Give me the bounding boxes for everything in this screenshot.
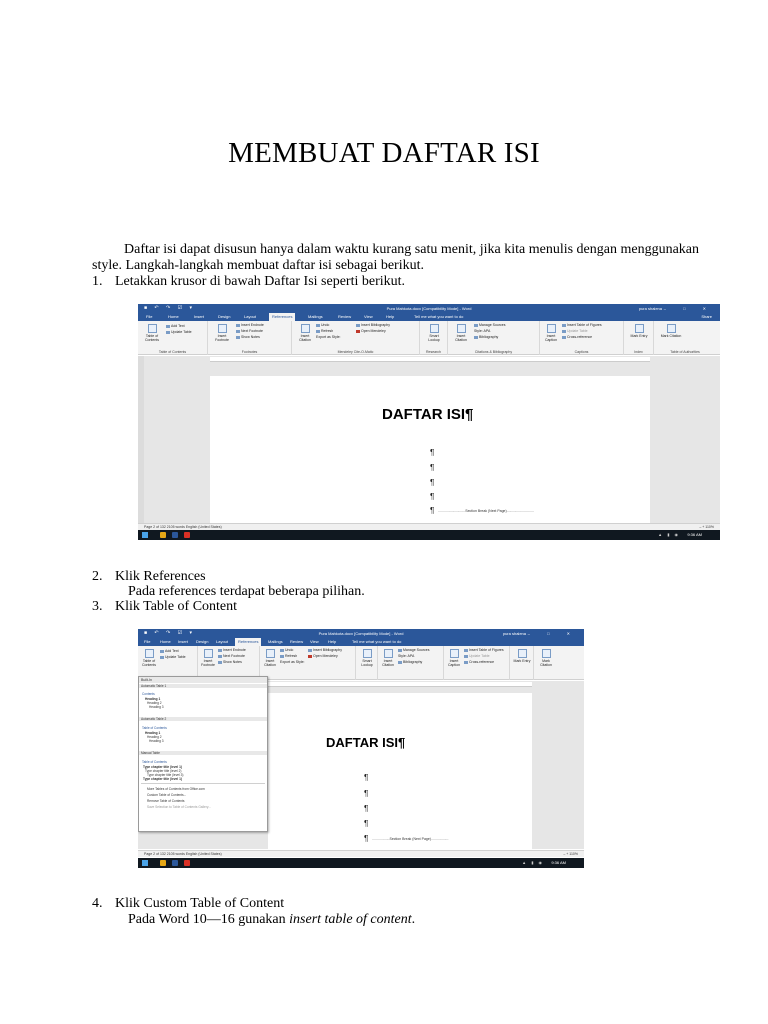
- insert-caption-button: Insert Caption: [542, 324, 560, 342]
- more-toc-item[interactable]: More Tables of Contents from Office.com: [147, 787, 205, 791]
- quick-access-toolbar: ■ ↶ ↷ ☑ ▾: [144, 630, 195, 636]
- mendeley-bibliography: Insert Bibliography: [308, 648, 342, 653]
- menu-separator: [141, 783, 265, 784]
- group-label-mendeley: Mendeley Cite-O-Matic: [337, 350, 374, 354]
- zoom-level: – + 110%: [699, 525, 714, 529]
- add-text: Add Text: [160, 649, 179, 654]
- show-notes: Show Notes: [218, 660, 242, 665]
- citation-icon: [384, 649, 393, 658]
- word-app-icon: [172, 860, 178, 866]
- ribbon-tabs: [138, 638, 584, 646]
- tab-layout: Layout: [216, 639, 229, 644]
- mendeley-undo: Undo: [316, 323, 329, 328]
- user-name: pura shalena: [638, 306, 662, 311]
- user-name: pura shalena: [502, 631, 526, 636]
- next-footnote: Next Footnote: [236, 329, 263, 334]
- citation-style: Style: APA: [474, 329, 491, 333]
- pilcrow-1: ¶: [364, 773, 369, 782]
- tab-design: Design: [196, 639, 209, 644]
- manual-ch3: Type chapter title (level 3): [147, 773, 184, 777]
- search-icon: [363, 649, 372, 658]
- group-index: [510, 646, 534, 680]
- windows-start-icon: [142, 532, 148, 538]
- group-label-captions: Captions: [574, 350, 589, 354]
- open-mendeley: Open Mendeley: [356, 329, 386, 334]
- quick-access-toolbar: ■ ↶ ↷ ☑ ▾: [144, 305, 195, 311]
- document-area: [138, 356, 720, 524]
- citation-icon: [301, 324, 310, 333]
- tab-view: View: [364, 314, 373, 319]
- toc-icon: [148, 324, 157, 333]
- toc-button: Table of Contents: [142, 324, 162, 342]
- pilcrow-5: ¶: [430, 506, 435, 515]
- window-controls: – □ ✕: [527, 631, 578, 636]
- insert-footnote-button: Insert Footnote: [212, 324, 232, 342]
- zoom-level: – + 110%: [563, 852, 578, 856]
- tell-me-box: Tell me what you want to do: [414, 314, 464, 319]
- tab-help: Help: [386, 314, 395, 319]
- next-footnote: Next Footnote: [218, 654, 245, 659]
- tab-mailings: Mailings: [268, 639, 283, 644]
- toc-option-automatic-2-heading[interactable]: Table of Contents: [142, 726, 167, 730]
- tab-references: References: [235, 638, 261, 646]
- group-captions: [540, 321, 624, 355]
- citation-icon: [266, 649, 275, 658]
- smart-lookup-button: Smart Lookup: [358, 649, 376, 667]
- manage-sources: Manage Sources: [398, 648, 429, 653]
- tab-references: References: [269, 313, 295, 321]
- add-text: Add Text: [166, 324, 185, 329]
- pilcrow-3: ¶: [364, 804, 369, 813]
- step-1-text: Letakkan krusor di bawah Daftar Isi seperti berikut.: [115, 274, 406, 289]
- status-left: Page 2 of 132 2105 words English (United States): [144, 525, 222, 529]
- step-4-sub: [128, 912, 415, 928]
- windows-start-icon: [142, 860, 148, 866]
- group-footnotes: [198, 646, 260, 680]
- ribbon: [138, 646, 584, 680]
- manage-sources: Manage Sources: [474, 323, 505, 328]
- update-table: Update Table: [166, 330, 192, 335]
- intro-line-1: Daftar isi dapat disusun hanya dalam waktu kurang satu menit, jika kita menulis dengan menggunakan: [124, 242, 700, 257]
- file-explorer-icon: [160, 532, 166, 538]
- step-2-sub: Pada references terdapat beberapa pilihan.: [128, 584, 365, 599]
- group-label-research: Research: [426, 350, 441, 354]
- toc-option-automatic-1-heading[interactable]: Contents: [142, 692, 155, 696]
- caption-icon: [547, 324, 556, 333]
- group-toc: [138, 646, 198, 680]
- group-label-toc: Table of Contents: [158, 350, 187, 354]
- group-footnotes: [208, 321, 292, 355]
- mendeley-refresh: Refresh: [280, 654, 297, 659]
- word-screenshot-1: [138, 304, 720, 540]
- tab-review: Review: [338, 314, 352, 319]
- manual-ch2: Type chapter title (level 2): [145, 769, 182, 773]
- auto2-heading3: Heading 3: [149, 739, 164, 743]
- taskbar-clock: 9:36 AM: [551, 860, 566, 865]
- open-mendeley: Open Mendeley: [308, 654, 338, 659]
- pilcrow-4: ¶: [430, 492, 435, 501]
- group-label-authorities: Table of Authorities: [670, 350, 700, 354]
- toc-option-manual-heading[interactable]: Table of Contents: [142, 760, 167, 764]
- auto2-heading2: Heading 2: [147, 735, 162, 739]
- system-tray: ▲ ▮ ◉: [522, 860, 544, 865]
- step-4-sub-prefix: Pada Word 10—16 gunakan: [128, 912, 290, 927]
- mendeley-insert-citation: Insert Citation: [262, 649, 278, 667]
- horizontal-ruler: [268, 682, 532, 687]
- page-heading: DAFTAR ISI¶: [382, 406, 474, 423]
- tab-insert: Insert: [178, 639, 189, 644]
- insert-caption-button: Insert Caption: [446, 649, 462, 667]
- group-index: [624, 321, 654, 355]
- mendeley-insert-citation: Insert Citation: [296, 324, 314, 342]
- group-captions: [444, 646, 510, 680]
- captions-update-table: Update Table: [562, 329, 588, 334]
- word-titlebar: [138, 304, 720, 313]
- automatic-table-1-label: Automatic Table 1: [139, 684, 267, 688]
- insert-endnote: Insert Endnote: [236, 323, 264, 328]
- mendeley-export: Export as Style:: [316, 335, 341, 339]
- tab-mailings: Mailings: [308, 314, 323, 319]
- ribbon: [138, 321, 720, 355]
- group-label-index: Index: [634, 350, 643, 354]
- status-bar: [138, 850, 584, 857]
- mendeley-export: Export as Style:: [280, 660, 305, 664]
- step-1-number: 1.: [92, 274, 103, 289]
- pilcrow-3: ¶: [430, 478, 435, 487]
- mark-citation-icon: [667, 324, 676, 333]
- toc-dropdown-menu[interactable]: [138, 676, 268, 832]
- pilcrow-2: ¶: [364, 789, 369, 798]
- group-research: [420, 321, 448, 355]
- caption-icon: [450, 649, 459, 658]
- insert-citation-button: Insert Citation: [452, 324, 470, 342]
- file-explorer-icon: [160, 860, 166, 866]
- group-authorities: [534, 646, 582, 680]
- step-3-text: Klik Table of Content: [115, 599, 238, 614]
- window-controls: – □ ✕: [663, 306, 714, 311]
- intro-line-2: style. Langkah-langkah membuat daftar isi sebagai berikut.: [92, 258, 425, 273]
- bibliography: Bibliography: [398, 660, 422, 665]
- manual-table-label: Manual Table: [139, 751, 267, 755]
- mark-citation-button: Mark Citation: [536, 649, 556, 667]
- group-mendeley: [292, 321, 420, 355]
- cross-reference: Cross-reference: [562, 335, 592, 340]
- cross-reference: Cross-reference: [464, 660, 494, 665]
- show-notes: Show Notes: [236, 335, 260, 340]
- taskbar-clock: 9:36 AM: [687, 532, 702, 537]
- remove-toc-item[interactable]: Remove Table of Contents: [147, 799, 185, 803]
- manual-ch1-b: Type chapter title (level 1): [143, 777, 182, 781]
- browser-icon: [184, 860, 190, 866]
- built-in-header: Built-In: [139, 677, 267, 683]
- group-citations: [378, 646, 444, 680]
- document-page: [210, 376, 650, 524]
- windows-taskbar: [138, 858, 584, 868]
- share-button: Share: [701, 314, 712, 319]
- group-label-footnotes: Footnotes: [241, 350, 258, 354]
- step-2-text: Klik References: [115, 569, 206, 584]
- page-heading: DAFTAR ISI¶: [326, 735, 406, 750]
- citation-style: Style: APA: [398, 654, 415, 658]
- smart-lookup-button: Smart Lookup: [424, 324, 444, 342]
- update-table: Update Table: [160, 655, 186, 660]
- mark-entry-icon: [635, 324, 644, 333]
- auto1-heading1: Heading 1: [145, 697, 161, 701]
- group-mendeley: [260, 646, 356, 680]
- tab-home: Home: [168, 314, 179, 319]
- window-title: Pura Mahkota.docx [Compatibility Mode] - Word: [386, 306, 472, 311]
- step-4-number: 4.: [92, 896, 103, 911]
- group-research: [356, 646, 378, 680]
- step-3-number: 3.: [92, 599, 103, 614]
- group-citations: [448, 321, 540, 355]
- tab-insert: Insert: [194, 314, 205, 319]
- insert-citation-button: Insert Citation: [380, 649, 396, 667]
- insert-table-of-figures: Insert Table of Figures: [464, 648, 504, 653]
- save-selection-item[interactable]: Save Selection to Table of Contents Gallery...: [147, 805, 211, 809]
- pilcrow-4: ¶: [364, 819, 369, 828]
- mendeley-bibliography: Insert Bibliography: [356, 323, 390, 328]
- mark-entry-button: Mark Entry: [628, 324, 650, 338]
- document-title: MEMBUAT DAFTAR ISI: [228, 137, 540, 169]
- tab-file: File: [146, 314, 153, 319]
- group-authorities: [654, 321, 716, 355]
- auto1-heading2: Heading 2: [147, 701, 162, 705]
- group-label-citations: Citations & Bibliography: [474, 350, 513, 354]
- pilcrow-1: ¶: [430, 448, 435, 457]
- auto1-heading3: Heading 3: [149, 705, 164, 709]
- automatic-table-2-label: Automatic Table 2: [139, 717, 267, 721]
- tab-design: Design: [218, 314, 231, 319]
- tab-help: Help: [328, 639, 337, 644]
- status-bar: [138, 523, 720, 530]
- mark-entry-icon: [518, 649, 527, 658]
- pilcrow-5: ¶: [364, 834, 369, 843]
- step-4-text: Klik Custom Table of Content: [115, 896, 285, 911]
- tab-view: View: [310, 639, 319, 644]
- insert-table-of-figures: Insert Table of Figures: [562, 323, 602, 328]
- mark-citation-button: Mark Citation: [660, 324, 682, 338]
- tell-me-box: Tell me what you want to do: [352, 639, 402, 644]
- mark-citation-icon: [542, 649, 551, 658]
- mark-entry-button: Mark Entry: [512, 649, 532, 663]
- document-page: [268, 693, 532, 849]
- windows-taskbar: [138, 530, 720, 540]
- ribbon-tabs: [138, 313, 720, 321]
- section-break: ..................Section Break (Next Page)..................: [372, 837, 449, 841]
- section-break: ............................Section Break (Next Page)............................: [438, 509, 534, 513]
- toc-icon: [145, 649, 154, 658]
- toc-button: Table of Contents: [140, 649, 158, 667]
- tab-file: File: [144, 639, 151, 644]
- step-2-number: 2.: [92, 569, 103, 584]
- footnote-icon: [218, 324, 227, 333]
- group-toc: [138, 321, 208, 355]
- tab-home: Home: [160, 639, 171, 644]
- tab-review: Review: [290, 639, 304, 644]
- insert-footnote-button: Insert Footnote: [200, 649, 216, 667]
- tab-layout: Layout: [244, 314, 257, 319]
- bibliography: Bibliography: [474, 335, 498, 340]
- browser-icon: [184, 532, 190, 538]
- search-icon: [430, 324, 439, 333]
- insert-endnote: Insert Endnote: [218, 648, 246, 653]
- vertical-ruler: [138, 356, 144, 524]
- window-title: Pura Mahkota.docx [Compatibility Mode] - Word: [318, 631, 404, 636]
- custom-toc-item[interactable]: Custom Table of Contents...: [147, 793, 187, 797]
- mendeley-undo: Undo: [280, 648, 293, 653]
- auto2-heading1: Heading 1: [145, 731, 161, 735]
- citation-icon: [457, 324, 466, 333]
- word-app-icon: [172, 532, 178, 538]
- system-tray: ▲ ▮ ◉: [658, 532, 680, 537]
- manual-ch1: Type chapter title (level 1): [143, 765, 182, 769]
- captions-update-table: Update Table: [464, 654, 490, 659]
- mendeley-refresh: Refresh: [316, 329, 333, 334]
- word-screenshot-2: [138, 629, 584, 868]
- word-titlebar: [138, 629, 584, 638]
- horizontal-ruler: [210, 357, 650, 362]
- step-4-sub-suffix: .: [411, 912, 416, 927]
- pilcrow-2: ¶: [430, 463, 435, 472]
- status-left: Page 2 of 132 2105 words English (United States): [144, 852, 222, 856]
- step-4-sub-italic: insert table of content: [289, 912, 412, 927]
- footnote-icon: [204, 649, 213, 658]
